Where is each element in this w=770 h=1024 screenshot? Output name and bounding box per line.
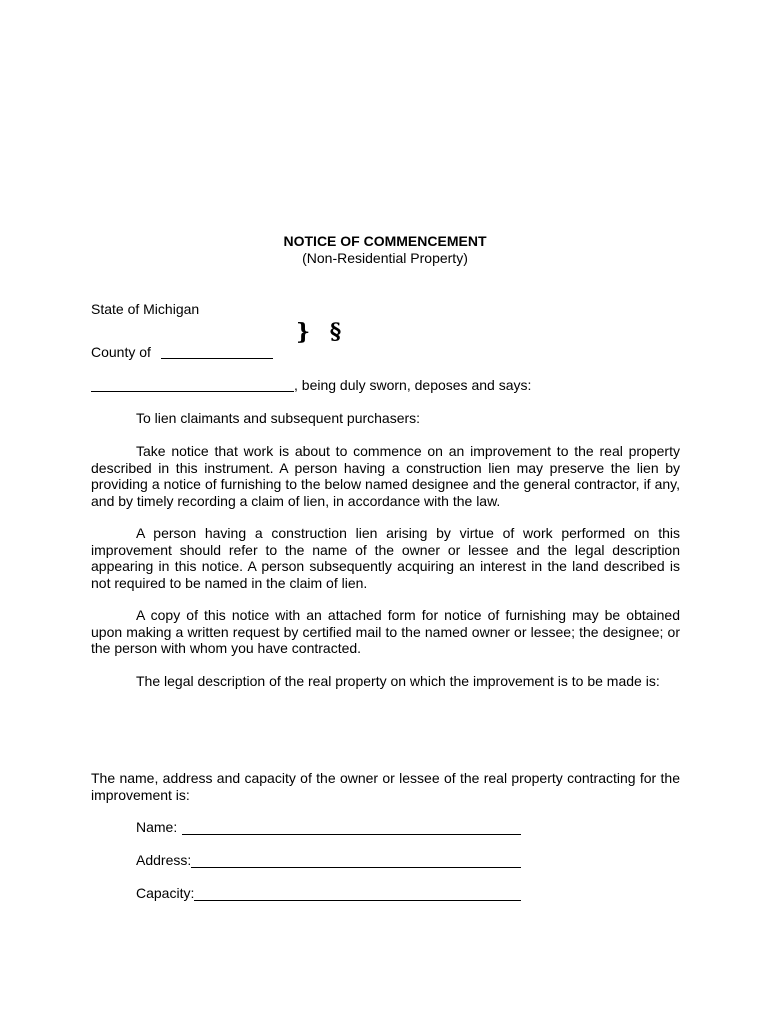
address-field-row [136, 852, 191, 869]
salutation: To lien claimants and subsequent purchasers: [136, 410, 421, 426]
legal-description-label: The legal description of the real property on which the improvement is to be made is: [136, 673, 660, 689]
name-field-row [136, 819, 177, 836]
capacity-field-row [136, 885, 194, 902]
address-label: Address: [136, 852, 192, 868]
sworn-line [91, 377, 531, 394]
county-line [91, 344, 273, 361]
address-field[interactable] [191, 867, 521, 868]
document-title: NOTICE OF COMMENCEMENT [283, 233, 487, 249]
name-label: Name: [136, 819, 178, 835]
capacity-field[interactable] [194, 900, 521, 901]
affiant-name-blank-field[interactable] [91, 377, 294, 392]
paragraph-copy-request: A copy of this notice with an attached form for notice of furnishing may be obtained upon making a written request by certified mail to the named owner or lessee; the designee; or the person with whom you have contracted. [91, 607, 680, 656]
paragraph-lien-reference: A person having a construction lien arising by virtue of work performed on this improvement should refer to the name of the owner or lessee and the legal description appearing in this notice. A person subsequently acquiring an interest in the land described is not required to be named in the claim of lien. [91, 525, 680, 591]
venue-brace-symbol: } § [296, 319, 348, 345]
paragraph-notice: Take notice that work is about to commence on an improvement to the real property described in this instrument. A person having a construction lien may preserve the lien by providing a notice of furnishing to the below named designee and the general contractor, if any, and by timely recording a claim of lien, in accordance with the law. [91, 443, 680, 509]
owner-intro: The name, address and capacity of the owner or lessee of the real property contracting for the improvement is: [91, 770, 680, 803]
county-blank-field[interactable] [161, 344, 273, 359]
capacity-label: Capacity: [136, 885, 195, 901]
document-subtitle: (Non-Residential Property) [302, 250, 468, 266]
state-line: State of Michigan [91, 301, 200, 317]
name-field[interactable] [182, 834, 521, 835]
sworn-suffix: , being duly sworn, deposes and says: [294, 377, 532, 393]
title-block [0, 233, 770, 267]
county-label: County of [91, 344, 151, 360]
